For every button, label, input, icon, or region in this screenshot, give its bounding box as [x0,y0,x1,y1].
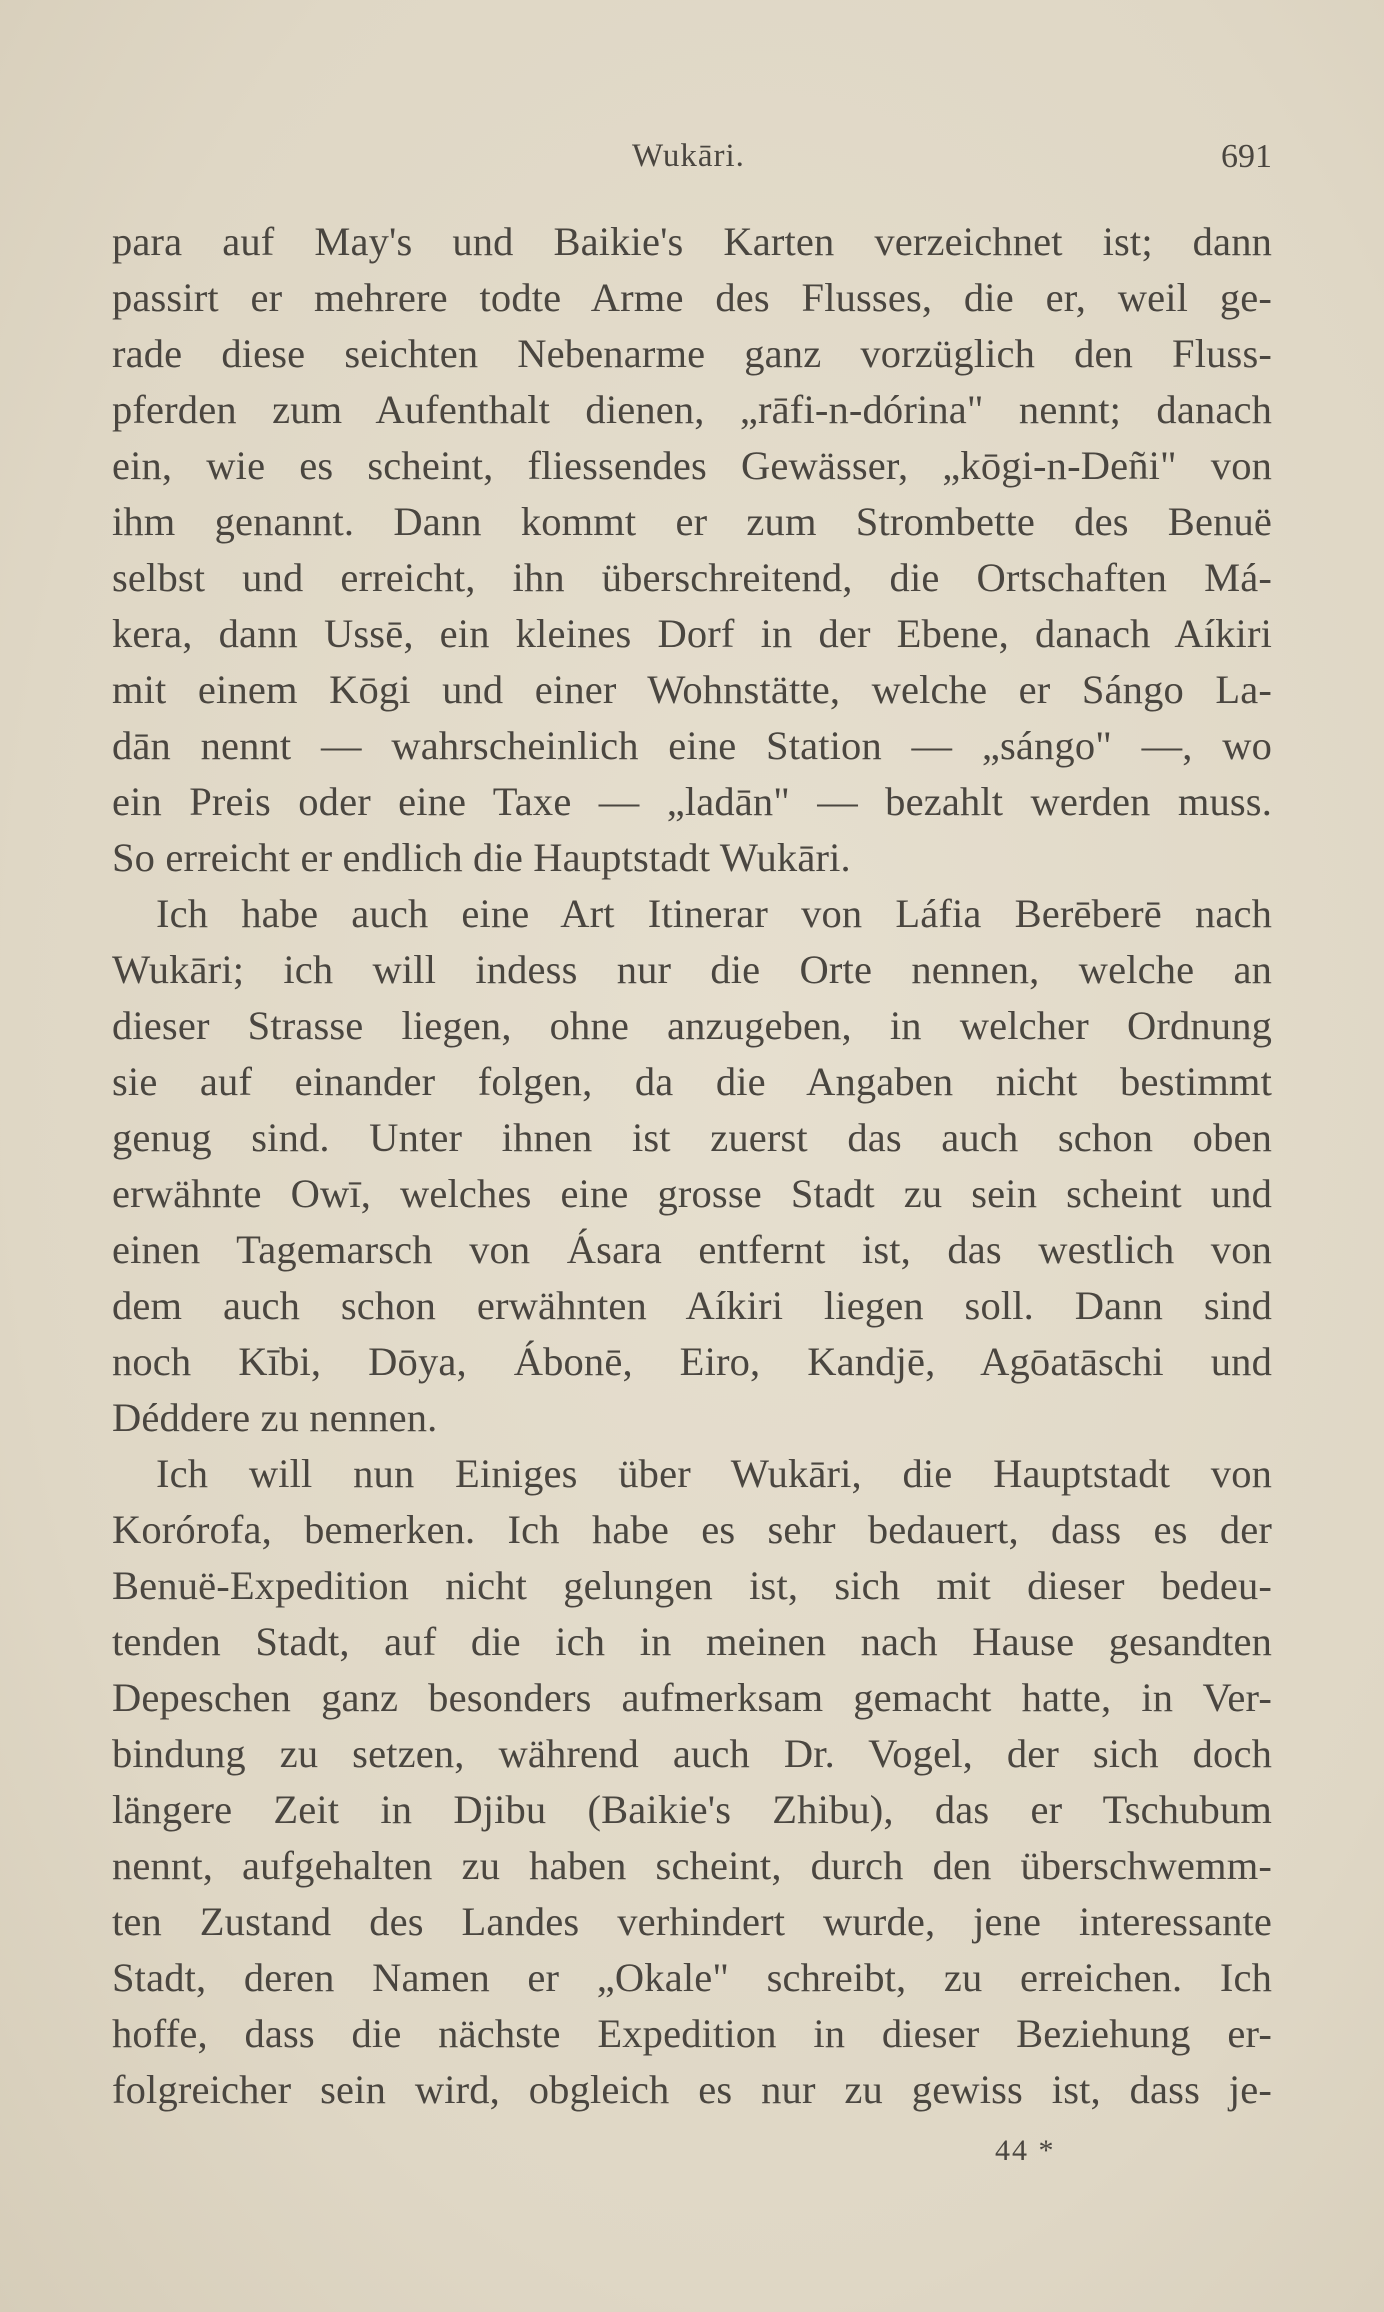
text-line: pferden zum Aufenthalt dienen, „rāfi-n-dórina" nennt; danach [112,387,1272,432]
text-line: para auf May's und Baikie's Karten verzeichnet ist; dann [112,219,1272,264]
text-line: bindung zu setzen, während auch Dr. Vogel, der sich doch [112,1731,1272,1776]
text-line: dān nennt — wahrscheinlich eine Station — „sángo" —, wo [112,723,1272,768]
text-line: ten Zustand des Landes verhindert wurde, jene interessante [112,1899,1272,1944]
text-line: ihm genannt. Dann kommt er zum Strombette des Benuë [112,499,1272,544]
text-line: rade diese seichten Nebenarme ganz vorzüglich den Fluss- [112,331,1272,376]
text-line: passirt er mehrere todte Arme des Flusses, die er, weil ge- [112,275,1272,320]
text-line: folgreicher sein wird, obgleich es nur zu gewiss ist, dass je- [112,2067,1272,2112]
signature-mark: 44 * [995,2134,1056,2167]
text-line: Benuë-Expedition nicht gelungen ist, sich mit dieser bedeu- [112,1563,1272,1608]
text-line: längere Zeit in Djibu (Baikie's Zhibu), das er Tschubum [112,1787,1272,1832]
page-number: 691 [1221,138,1272,175]
text-line: mit einem Kōgi und einer Wohnstätte, welche er Sángo La- [112,667,1272,712]
body-text [112,214,1272,2118]
text-line: Ich habe auch eine Art Itinerar von Láfia Berēberē nach [156,891,1272,936]
text-line: einen Tagemarsch von Ásara entfernt ist, das westlich von [112,1227,1272,1272]
text-line: So erreicht er endlich die Hauptstadt Wukāri. [112,835,851,880]
text-line: sie auf einander folgen, da die Angaben nicht bestimmt [112,1059,1272,1104]
page-header [112,138,1272,178]
text-line: Korórofa, bemerken. Ich habe es sehr bedauert, dass es der [112,1507,1272,1552]
text-line: kera, dann Ussē, ein kleines Dorf in der Ebene, danach Aíkiri [112,611,1272,656]
text-line: dem auch schon erwähnten Aíkiri liegen soll. Dann sind [112,1283,1272,1328]
text-line: tenden Stadt, auf die ich in meinen nach Hause gesandten [112,1619,1272,1664]
text-line: selbst und erreicht, ihn überschreitend, die Ortschaften Má- [112,555,1272,600]
text-line: dieser Strasse liegen, ohne anzugeben, in welcher Ordnung [112,1003,1272,1048]
text-line: Wukāri; ich will indess nur die Orte nennen, welche an [112,947,1272,992]
text-line: erwähnte Owī, welches eine grosse Stadt zu sein scheint und [112,1171,1272,1216]
text-line: nennt, aufgehalten zu haben scheint, durch den überschwemm- [112,1843,1272,1888]
text-line: Depeschen ganz besonders aufmerksam gemacht hatte, in Ver- [112,1675,1272,1720]
text-line: Ich will nun Einiges über Wukāri, die Hauptstadt von [156,1451,1272,1496]
running-head: Wukāri. [632,138,745,174]
text-line: ein, wie es scheint, fliessendes Gewässer, „kōgi-n-Deñi" von [112,443,1272,488]
text-line: Stadt, deren Namen er „Okale" schreibt, zu erreichen. Ich [112,1955,1272,2000]
text-line: genug sind. Unter ihnen ist zuerst das auch schon oben [112,1115,1272,1160]
text-line: noch Kībi, Dōya, Ábonē, Eiro, Kandjē, Agōatāschi und [112,1339,1272,1384]
text-line: ein Preis oder eine Taxe — „ladān" — bezahlt werden muss. [112,779,1272,824]
text-line: hoffe, dass die nächste Expedition in dieser Beziehung er- [112,2011,1272,2056]
text-line: Déddere zu nennen. [112,1395,438,1440]
